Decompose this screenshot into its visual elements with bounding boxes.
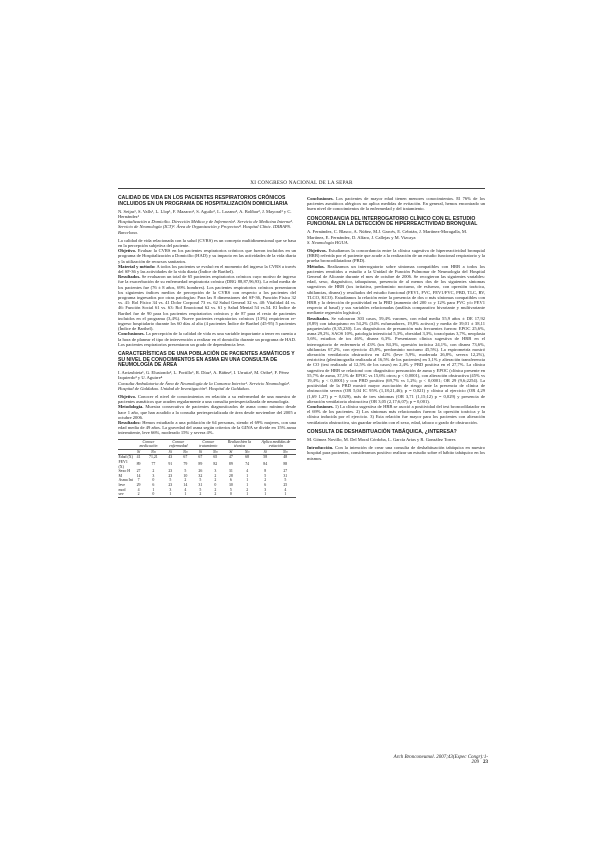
- table-cell: 8: [264, 469, 267, 474]
- abstract-4-introduction: [307, 445, 485, 461]
- table-cell: 6: [264, 483, 267, 488]
- table-cell: 0: [152, 478, 155, 483]
- abstract-3-objectives: [307, 248, 485, 264]
- page-number: 23: [483, 760, 488, 765]
- table-cell: 91: [168, 462, 173, 467]
- abstract-2-methods: [118, 404, 296, 420]
- table-row-label: M: [118, 473, 122, 478]
- abstract-1-p3-label: Resultados.: [118, 274, 141, 280]
- table-cell: 10: [183, 473, 188, 478]
- table-row: [118, 492, 296, 497]
- table-cell: 26: [198, 469, 203, 474]
- table-cell: 67: [183, 455, 188, 460]
- table-cell: 1: [152, 487, 155, 492]
- carryover-text: Los pacientes de mayor edad tienen menores conocimientos. El 76% de los pacientes asmáticos alérgicos no aplica medidas de evitación. En general, hemos encontrado un buen nivel de conocimientos de la enfermedad y del tratamiento.: [307, 196, 485, 212]
- table-cell: 89: [198, 462, 203, 467]
- table-subheader-cell: No: [239, 449, 256, 455]
- table-cell: 84: [263, 462, 268, 467]
- right-column: [307, 196, 485, 461]
- table-cell: 32: [198, 473, 203, 478]
- abstract-1-intro: [118, 238, 296, 248]
- table-cell: 14: [183, 483, 188, 488]
- table-subheader-cell: Sí: [134, 449, 144, 455]
- table-header-cell: [118, 439, 134, 449]
- abstract-3-p1-text: Realizamos un interrogatorio sobre síntomas compatibles con HRB a todos los pacientes remitidos a estudio a la Unidad de Función Pulmonar de Neumología del Hospital General de Alicante durante el mes de octubre de 2006. Se recogieron las siguientes variables: edad, sexo, diagnóstico, tabaquismo, presencia de al menos dos de los siguientes síntomas sugestivos de HRB (tos irritativa, predominio nocturno, de esfuerzo, con opresión torácica, sibilancias, disnea) y resultados del estudio funcional (FEV1, FVC, FEV1/FVC, PBD, TLC, RV, TLCO, KCO). Estudiamos la relación entre la presencia de dos o más síntomas compatibles con HRB y la detección de positividad en la PBD (aumento del 200 cc y 12% para FVC y/o FEV1 respecto al basal) y sus variables relacionadas (análisis comparativo bivariante y multivariante mediante regresión logística).: [307, 263, 485, 316]
- table-subheader-cell: No: [177, 449, 193, 455]
- table-cell: 3: [152, 473, 155, 478]
- abstract-1: [118, 196, 296, 347]
- table-cell: 1: [246, 478, 249, 483]
- table-cell: 2: [264, 478, 267, 483]
- table-cell: 65: [213, 455, 218, 460]
- table-row-label: Edad (X): [118, 455, 133, 460]
- table-cell: 71,21: [149, 455, 158, 460]
- table-cell: 23: [168, 473, 173, 478]
- table-cell: 0: [144, 492, 164, 497]
- table-cell: 47: [228, 455, 233, 460]
- left-column: [118, 196, 296, 498]
- table-cell: 1: [163, 492, 177, 497]
- table-cell: 1: [239, 492, 256, 497]
- abstract-2-p0-text: Conocer el nivel de conocimientos en relación a su enfermedad de una muestra de pacientes asmáticos que acuden regularmente a una consulta periespecializada de neumología.: [118, 394, 296, 405]
- table-cell: 23: [168, 483, 173, 488]
- table-cell: 5: [229, 487, 232, 492]
- page-footer: [378, 755, 488, 765]
- table-cell: 88: [283, 462, 288, 467]
- table-cell: 74: [245, 462, 250, 467]
- abstract-1-title: CALIDAD DE VIDA EN LOS PACIENTES RESPIRATORIOS CRÓNICOS INCLUIDOS EN UN PROGRAMA DE HOSPITALIZACIÓN DOMICILIARIA: [118, 195, 288, 207]
- table-cell: 27: [136, 469, 141, 474]
- table-cell: 31: [198, 483, 203, 488]
- table-cell: 5: [264, 473, 267, 478]
- abstract-1-p3-text: Se evaluaron un total de 65 pacientes respiratorios crónicos cuyo motivo de ingreso fue la exacerbación de su enfermedad respiratoria crónica (DRG 88,87,96,93). La edad media de los pacientes fue (76 ± 8 años, 69% hombres). Los pacientes respiratorios crónicos presentaron los siguientes índices medios de percepción de la CVRS con respecto a los pacientes del programa ingresados por otras patologías: Para las 8 dimensiones del SF-36, Función Física 32 vs. 41: Rol Físico 34 vs. 41 Dolor Corporal 73 vs. 62 Salud General 32 vs. 40: Vitalidad 44 vs. 46: Función Social 61 vs. 63: Rol Emocional 62 vs. 61 y Salud Mental 54 vs.54. El Índice de Barthel fue de 90 para los pacientes respiratorios crónicos y de 87 para el resto de pacientes incluidos en el programa (3,4%). Nueve pacientes respiratorios crónicos (13%) requirieron re-ingreso hospitalario durante los 60 días al alta (4 pacientes Índice de Barthel (45-95) 5 pacientes (Índice de Barthel).: [118, 274, 296, 332]
- abstract-4: [307, 430, 485, 461]
- table-cell: 2: [214, 473, 217, 478]
- table-cell: 30: [228, 483, 233, 488]
- table-cell: 29: [136, 483, 141, 488]
- table-header-cell: Aplica medidas de evitación: [256, 439, 296, 449]
- table-row-label: FEV1 (X): [118, 460, 128, 469]
- table-cell: 31: [283, 473, 288, 478]
- abstract-4-authors: M. Gómez Novillo, M. Del Moral Córdoba, L. García Arias y R. González Torres: [307, 436, 456, 442]
- table-cell: 7: [137, 478, 140, 483]
- abstract-3-affiliation: S. Neumología HGUA.: [307, 239, 349, 245]
- table-cell: 27: [283, 469, 288, 474]
- table-cell: 0: [223, 492, 238, 497]
- abstract-1-conclusions: [118, 331, 296, 347]
- abstract-2-authors: I. Arrizubieta¹, G. Elustondo², L. Portillo¹, R. Díaz¹, A. Báñez², I. Urrutia³, M. Oribe³, F. Pérez Izquierdo³ y U. Aguirre⁴: [118, 370, 290, 381]
- table-subheader-cell: No: [275, 449, 296, 455]
- table-header-cell: Conoce tratamiento: [193, 439, 223, 449]
- table-cell: 4: [184, 487, 187, 492]
- table-cell: 79: [183, 462, 188, 467]
- table-cell: 0: [214, 483, 217, 488]
- table-row-label: sev: [118, 492, 134, 497]
- abstract-2-results: [118, 420, 296, 436]
- table-cell: 2: [134, 492, 144, 497]
- abstract-1-p2-text: A todos los pacientes se evaluó en el momento del ingreso la CVRS a través del SF-36 y las actividades de la vida diaria (Índice de Barthel).: [118, 263, 296, 274]
- table-cell: 2: [207, 492, 223, 497]
- table-row: [118, 460, 296, 469]
- table-subheader-cell: No: [207, 449, 223, 455]
- abstract-1-p1-text: Evaluar la CVRS en los pacientes respiratorios crónicos que fueron incluidos en un programa de Hospitalización a Domicilio (HAD) y su impacto en las actividades de la vida diaria y la utilización de recursos sanitarios.: [118, 248, 296, 264]
- table-row-label: leve: [118, 483, 125, 488]
- abstract-3-p3-label: Conclusiones.: [307, 404, 334, 409]
- abstract-2-title: CARACTERÍSTICAS DE UNA POBLACIÓN DE PACIENTES ASMÁTICOS Y SU NIVEL DE CONOCIMIENTOS EN ASMA EN UNA CONSULTA DE NEUMOLOGÍA DE ÁREA: [118, 350, 295, 369]
- table-cell: 6: [229, 478, 232, 483]
- table-subheader-cell: Sí: [256, 449, 275, 455]
- table-cell: 2: [214, 487, 217, 492]
- table-cell: 1: [275, 492, 296, 497]
- table-cell: 2: [193, 492, 207, 497]
- abstract-3-p2-label: Resultados.: [307, 315, 330, 321]
- table-cell: 1: [177, 492, 193, 497]
- abstract-3-title: CONCORDANCIA DEL INTERROGATORIO CLÍNICO CON EL ESTUDIO FUNCIONAL EN LA DETECCIÓN DE HIPERREACTIVIDAD BRONQUIAL: [307, 215, 478, 228]
- carryover-label: Conclusiones.: [307, 196, 334, 201]
- abstract-1-results: [118, 274, 296, 331]
- table-cell: 5: [184, 469, 187, 474]
- table-header-cell: Realiza bien la técnica: [223, 439, 256, 449]
- abstract-2-p1-label: Metodología.: [118, 404, 144, 410]
- abstract-2-p0-label: Objetivo.: [118, 394, 137, 400]
- abstract-3-results: [307, 316, 485, 404]
- table-cell: 31: [228, 469, 233, 474]
- abstract-3-p1-label: Métodos.: [307, 263, 325, 269]
- abstract-3-p0-text: Estudiamos la concordancia entre la clínica sugestiva de hiperreactividad bronquial (HRB) referida por el paciente que acude a la realización de un estudio funcional respiratorio y la prueba broncodilatadora (PBD).: [307, 247, 485, 264]
- abstract-4-title: CONSULTA DE DESHABITUACIÓN TABÁQUICA, ¿INTERESA?: [307, 428, 457, 435]
- running-header: XI CONGRESO NACIONAL DE LA SEPAR: [250, 180, 353, 186]
- table-cell: 4: [137, 487, 140, 492]
- table-cell: 43: [168, 455, 173, 460]
- abstract-1-p1-label: Objetivo.: [118, 248, 137, 254]
- table-cell: 3: [264, 487, 267, 492]
- abstract-1-methods: [118, 264, 296, 274]
- table-cell: 4: [246, 469, 249, 474]
- abstract-1-p4-text: La percepción de la calidad de vida es una variable importante a tener en cuenta a la hora de planear el tipo de intervención a realizar en el domicilio durante un programa de HAD. Los pacientes respiratorios presentaron un grado de dependencia leve.: [118, 331, 296, 347]
- table-cell: 4: [284, 487, 287, 492]
- table-cell: 68: [245, 455, 250, 460]
- table-subheader-cell: Sí: [163, 449, 177, 455]
- abstract-1-p4-label: Conclusiones.: [118, 331, 145, 337]
- abstract-1-p2-label: Material y método:: [118, 263, 156, 269]
- table-cell: 3: [169, 487, 172, 492]
- table-subheader-cell: Sí: [193, 449, 207, 455]
- abstract-4-p0-text: Con la intención de crear una consulta de deshabituación tabáquica en nuestro hospital para pacientes, consideramos positivo realizar un estudio sobre el hábito tabáquico en los mismos.: [307, 445, 485, 461]
- table-cell: 14: [136, 473, 141, 478]
- abstract-2-p1-text: Muestra consecutiva de pacientes diagnosticados de asma como mínimo desde hace 1 año, que han acudido a la consulta periespecializada de área desde noviembre del 2005 a octubre 2006.: [118, 404, 296, 420]
- table-cell: 23: [168, 469, 173, 474]
- abstract-2-objective: [118, 394, 296, 404]
- table-subheader-cell: No: [144, 449, 164, 455]
- table-header-cell: Conoce enfermedad: [163, 439, 193, 449]
- abstract-4-p0-label: Introducción.: [307, 445, 334, 451]
- table-cell: 1: [246, 473, 249, 478]
- abstract-3-p2-text: Se valoraron 303 casos, 59,4% varones, con edad media 55,9 años ± DE 17,92 (8,89) con tabaquismo en 54,2% (34% exfumadores, 19,8% activos) y media de 39,01 ± 38,11 paquetes/año (0,35,230). Los diagnósticos de presunción más frecuentes fueron: EPOC 25,6%, asma 29,2%, SAOS 10%, patología intersticial 5,3%, obesidad 3,3%, toracópatas 3,7%, neoplasia 5,6%, estudios de tos 46%, disnea 6,3%. Presentaron clínica sugestiva de HRB en el interrogatorio de enfermería el 43% (tos 84,3%, opresión torácica 24,1%, con disnea 73,6%, sibilancias 67,2%, con ejercicio 45,8%, predominio nocturno 45,5%). La espirometría mostró alteración ventilatoria obstructiva en 42% (leve 5,9%, moderada 26,8%, severa 12,2%), restrictiva (plestimografía realizada al 16,5% de los pacientes) en 3,1% y alteración transferencia de CO (test realizado al 12,5% de los casos) en 2,4% y PBD positiva en el 27,7%. La clínica sugestiva de HRB se relacionó con: diagnóstico presunción de asma y EPOC (clínica presente en 55,7% de asma, 37,1% de EPOC vs 15,6% otros; p < 0,0001), con alteración obstructiva (45% vs 19,4%; p < 0,0001) y con PBD positiva (69,7% vs 1,2%; p < 0,0001; OR 29 (9,6;2254). La positividad de la PBD mostró mayor asociación de riesgo ante la presencia de clínica de obstrucción severa (OR 5,04 IC 95% (1,18;21,46); p = 0,021) y clínica al ejercicio (OR 4,29 (1,69 1,27) p = 0,029), más de tres síntomas (OR 3,71 (1,15;12) p = 0,029) y presencia de alteración ventilatoria obstructiva (OR 3,05 (2,17;6,07); p = 0,001).: [307, 315, 485, 404]
- abstract-2-affiliation: Consulta Ambulatoria de Área de Neumología de la Comarca Interior¹. Servicio Neumología². Hospital de Galdakao. Unidad de Investigación³. Hospital de Galdakao.: [118, 380, 291, 391]
- table-cell: 82: [213, 462, 218, 467]
- table-cell: 1: [256, 492, 275, 497]
- table-cell: 48: [283, 455, 288, 460]
- abstract-2-conclusions: [307, 196, 485, 212]
- abstract-2: [118, 352, 296, 498]
- abstract-3: [307, 217, 485, 425]
- table-cell: 89: [136, 462, 141, 467]
- table-cell: 6: [152, 483, 155, 488]
- table-subheader-cell: Sí: [223, 449, 238, 455]
- abstract-3-p0-label: Objetivos.: [307, 247, 327, 253]
- table-row-label: mod: [118, 487, 126, 492]
- table-row-label: Sexo H: [118, 469, 131, 474]
- abstract-2-p2-label: Resultados:: [118, 420, 141, 426]
- table-cell: 28: [228, 473, 233, 478]
- table-cell: 25: [283, 483, 288, 488]
- abstract-3-methods: [307, 264, 485, 316]
- abstract-1-p0-text: La calidad de vida relacionada con la salud (CVRS) es un concepto multidimensional que se basa en la percepción subjetiva del paciente.: [118, 237, 296, 248]
- table-cell: 2: [214, 478, 217, 483]
- abstract-1-affiliation: Hospitalización a Domicilio. Dirección Médica y de Infermería¹. Servicio de Medicina Interna². Servicio de Neumología (ICT)³. Área de Organización y Proyectos⁴. Hospital Clínic. IDIBAPS. Barcelona.: [118, 219, 294, 235]
- abstract-2-p2-text: Hemos estudiado a una población de 64 personas, siendo el 69% mujeres, con una edad media de 49 años. La gravedad del asma según criterios de la GINA se divide en 15% asma intermitente, leve 66%, moderado 15% y severa 4%.: [118, 420, 296, 436]
- table-cell: 2: [152, 469, 155, 474]
- results-table: [118, 439, 296, 498]
- table-cell: 67: [198, 455, 203, 460]
- table-cell: 5: [199, 487, 202, 492]
- header-rule: [118, 188, 485, 189]
- table-cell: 77: [151, 462, 156, 467]
- table-cell: 2: [184, 478, 187, 483]
- table-cell: 2: [246, 487, 249, 492]
- abstract-3-conclusions: [307, 404, 485, 425]
- abstract-1-authors: N. Seijas¹, S. Valls¹, L. Llop¹, F. Mazarro², S. Aguilo², L. Lozano², A. Bolíbar², J. Mayoral³ y C. Hernández¹: [118, 208, 292, 219]
- table-cell: 5: [169, 478, 172, 483]
- table-cell: 5: [199, 478, 202, 483]
- table-cell: 1: [246, 483, 249, 488]
- table-cell: 58: [263, 455, 268, 460]
- table-cell: 41: [136, 455, 141, 460]
- journal-citation: Arch Bronconeumol. 2007;43(Espec Congr):1-209: [393, 755, 488, 765]
- table-cell: 5: [284, 478, 287, 483]
- abstract-1-objective: [118, 248, 296, 264]
- abstract-3-authors: A. Fernández, C. Blasco, A. Núñez, M.J. Garcés, E. Cebrián, J. Martínez-Moragalla, M. Martínez, E. Fernández, D. Alfaro, J. Callejas y M. Vizcaya: [307, 229, 468, 240]
- table-header-cell: Conoce medicación: [134, 439, 164, 449]
- abstract-3-p3-text: 1) La clínica sugestiva de HRB se asoció a positividad del test broncodilatador en el 69% de los pacientes. 2) Los síntomas más relacionados fueron: la opresión torácica y la clínica inducida por el ejercicio. 3) Esta relación fue mayor para los pacientes con alteración ventilatoria obstructiva, sin guardar relación con el sexo, edad, tabaco o grado de obstrucción.: [307, 404, 485, 425]
- table-row-label: Asma Int: [118, 478, 133, 483]
- table-header-row: [118, 439, 296, 449]
- table-cell: 3: [214, 469, 217, 474]
- table-cell: 89: [228, 462, 233, 467]
